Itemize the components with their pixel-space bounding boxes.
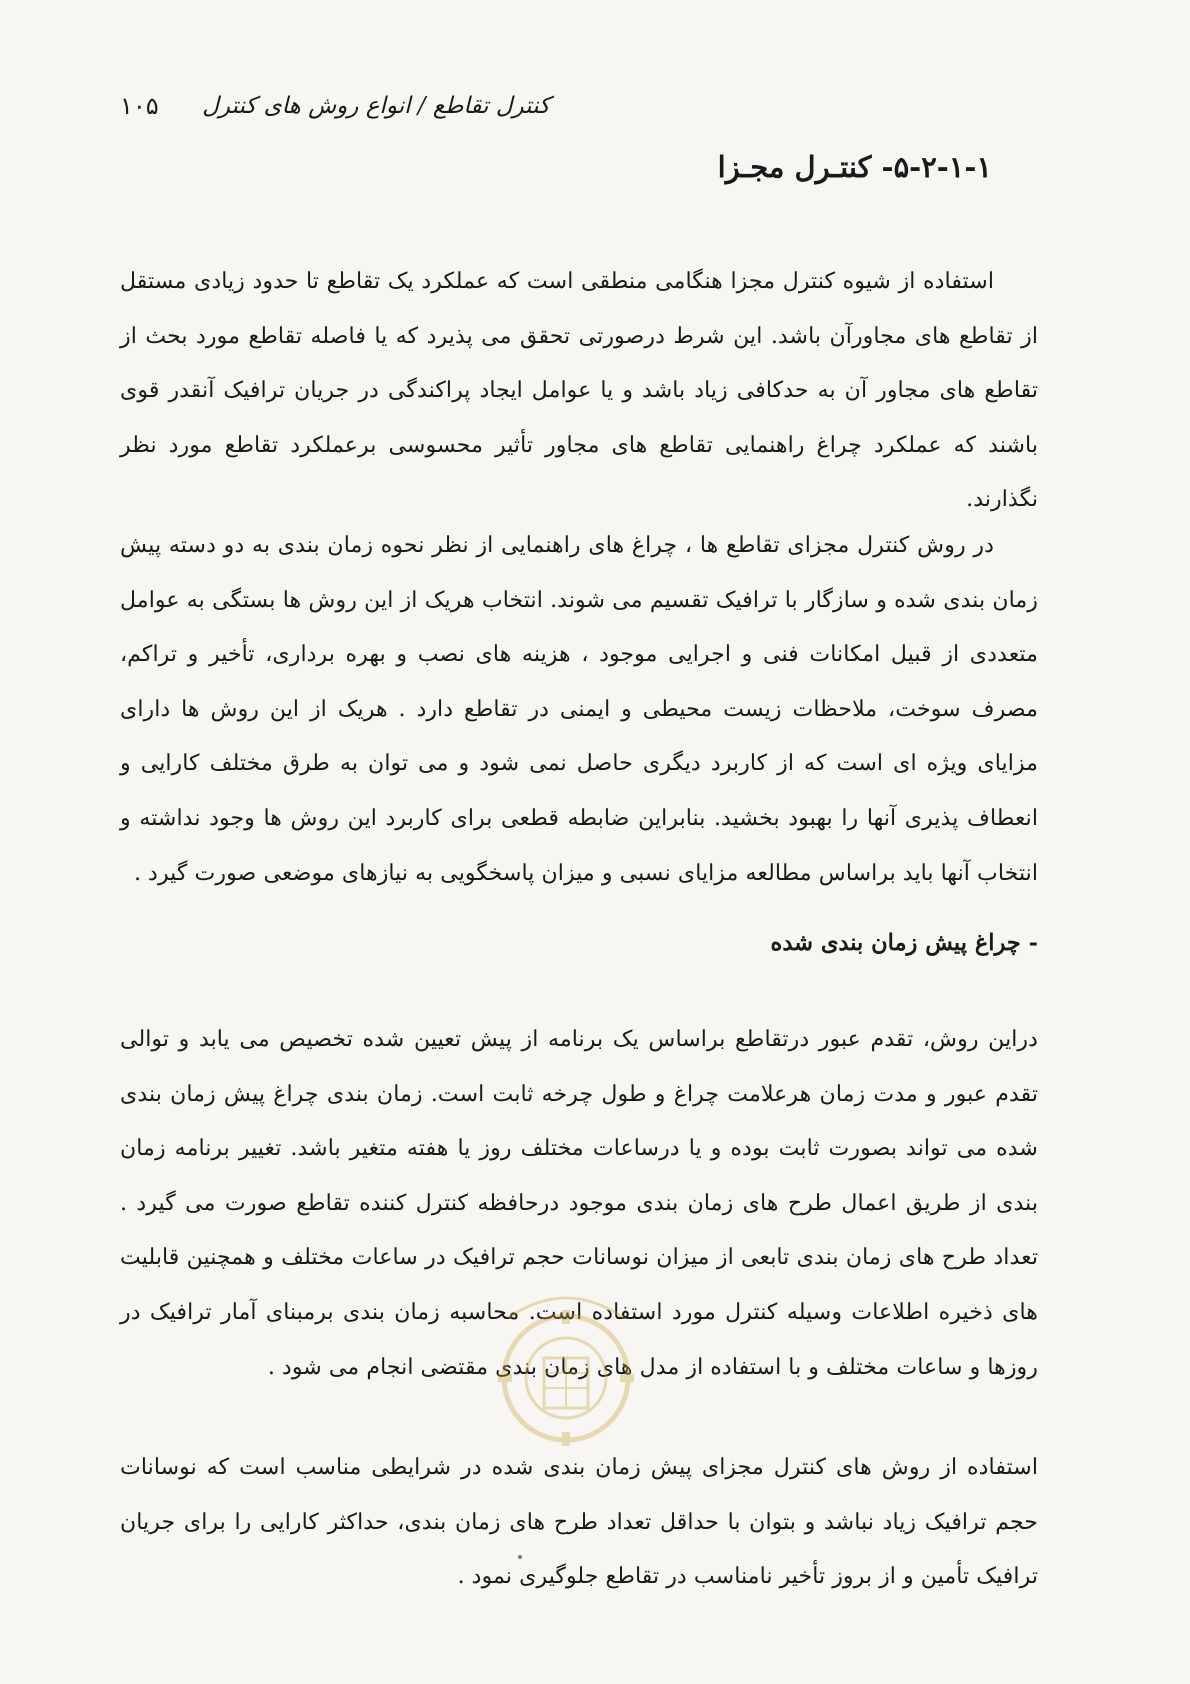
sub-heading-pretimed: - چراغ پیش زمان بندی شده — [770, 930, 1038, 956]
scan-dot — [518, 1555, 522, 1559]
paragraph-pretimed-usage: استفاده از روش های کنترل مجزای پیش زمان بندی شده در شرایطی مناسب است که نوسانات حجم ترافیک زیاد نباشد و بتوان با حداقل تعداد طرح های زمان بندی، حداکثر کارایی را برای جریان ترافیک تأمین و از بروز تأخیر نامناسب در تقاطع جلوگیری نمود . — [120, 1454, 1038, 1590]
paragraph-isolated-control: استفاده از شیوه کنترل مجزا هنگامی منطقی است که عملکرد یک تقاطع تا حدود زیادی مستقل از تقاطع های مجاورآن باشد. این شرط درصورتی تحقق می پذیرد که یا فاصله تقاطع مورد بحث از تقاطع های مجاور آن به حدکافی زیاد باشد و یا عوامل ایجاد پراکندگی در جریان ترافیک آنقدر قوی باشند که عملکرد چراغ راهنمایی تقاطع های مجاور تأثیر محسوسی برعملکرد تقاطع مورد نظر نگذارند. — [120, 268, 1038, 513]
section-heading: ۵-۲-۱-۱- کنتـرل مجـزا — [717, 150, 992, 184]
paragraph-control-types: در روش کنترل مجزای تقاطع ها ، چراغ های راهنمایی از نظر نحوه زمان بندی به دو دسته پیش زمان بندی شده و سازگار با ترافیک تقسیم می شوند. انتخاب هریک از این روش ها بستگی به عوامل متعددی از قبیل امکانات فنی و اجرایی موجود ، هزینه های نصب و بهره برداری، تأخیر و تراکم، مصرف سوخت، ملاحظات زیست محیطی و ایمنی در تقاطع دارد . هریک از این روش ها دارای مزایای ویژه ای است که از کاربرد دیگری حاصل نمی شود و می توان به طرق مختلف کارایی و انعطاف پذیری آنها را بهبود بخشید. بنابراین ضابطه قطعی برای کاربرد این روش ها وجود نداشته و انتخاب آنها باید براساس مطالعه مزایای نسبی و میزان پاسخگویی به نیازهای موضعی صورت گیرد . — [120, 532, 1038, 886]
page-number: ۱۰۵ — [120, 92, 159, 120]
paragraph-pretimed-method: دراین روش، تقدم عبور درتقاطع براساس یک برنامه از پیش تعیین شده تخصیص می یابد و توالی تقدم عبور و مدت زمان هرعلامت چراغ و طول چرخه ثابت است. زمان بندی چراغ پیش زمان بندی شده می تواند بصورت ثابت بوده و یا درساعات مختلف روز یا هفته متغیر باشد. تغییر برنامه زمان بندی از طریق اعمال طرح های زمان بندی موجود درحافظه کنترل کننده تقاطع صورت می گیرد . تعداد طرح های زمان بندی تابعی از میزان نوسانات حجم ترافیک در ساعات مختلف و همچنین قابلیت های ذخیره اطلاعات وسیله کنترل مورد استفاده است. محاسبه زمان بندی برمبنای آمار ترافیک در روزها و ساعات مختلف و با استفاده از مدل های زمان بندی مقتضی انجام می شود . — [120, 1026, 1038, 1380]
running-header — [120, 86, 550, 126]
running-header-title: کنترل تقاطع / انواع روش های کنترل — [202, 93, 550, 119]
